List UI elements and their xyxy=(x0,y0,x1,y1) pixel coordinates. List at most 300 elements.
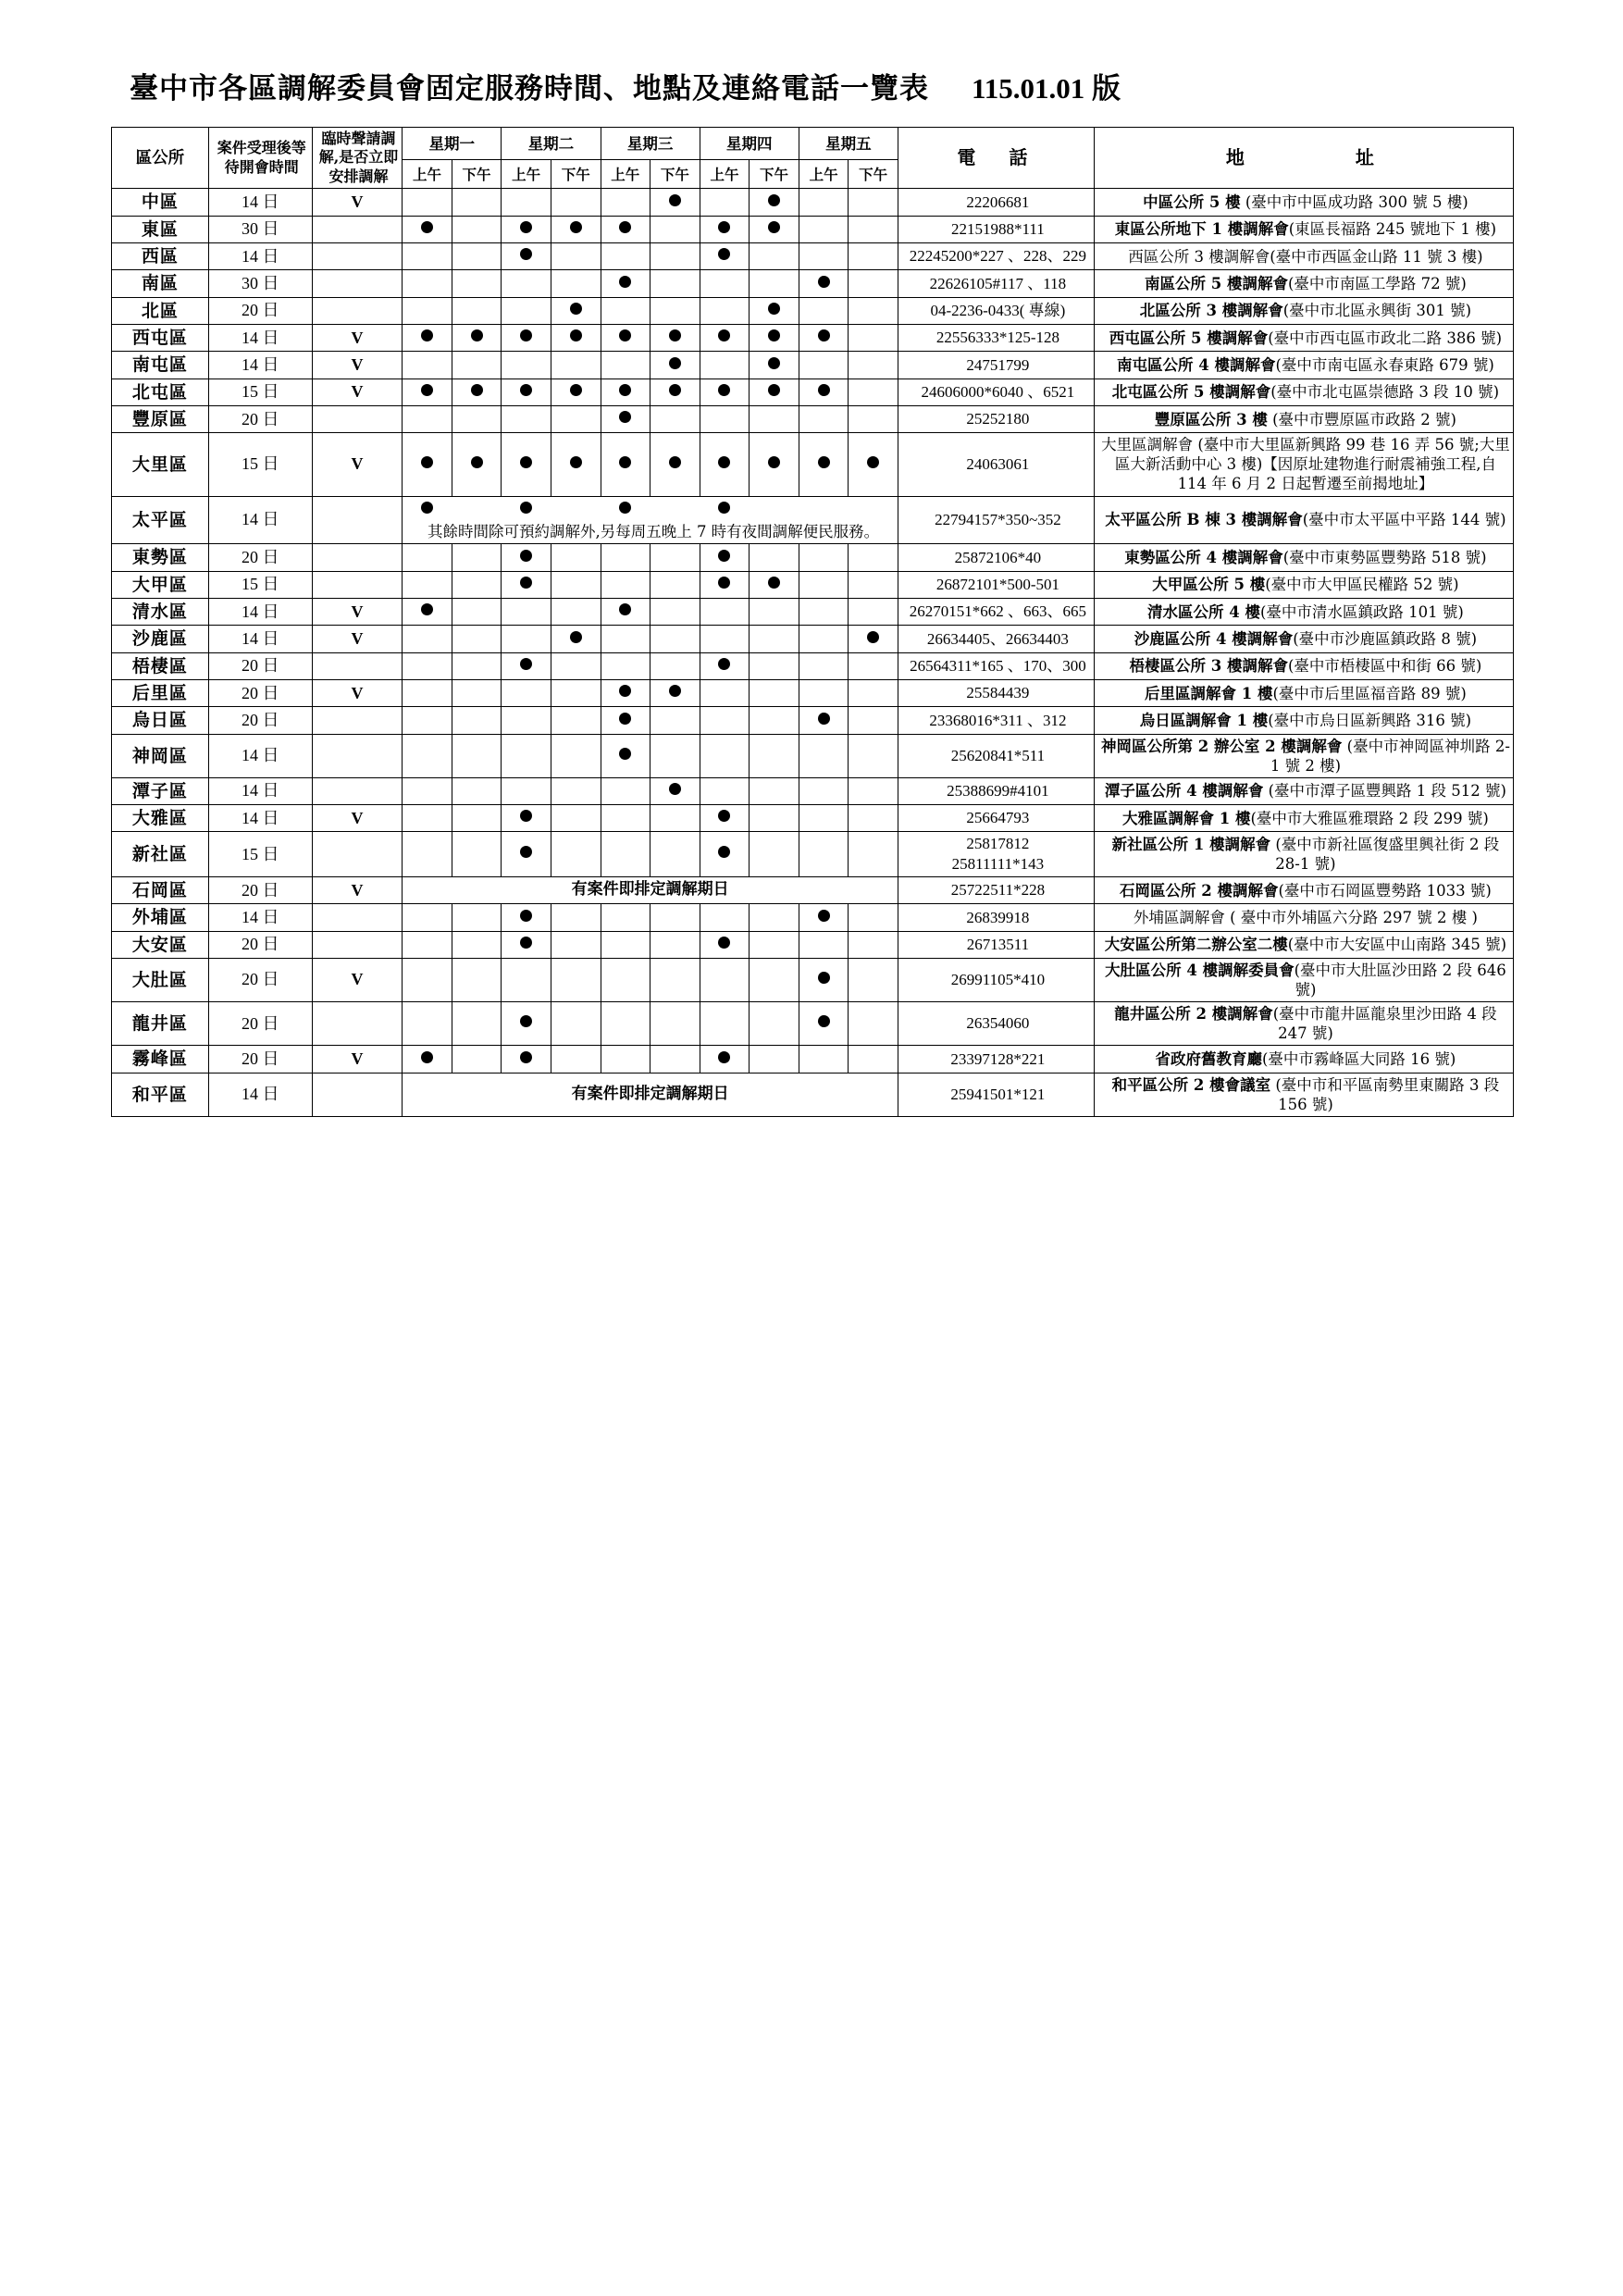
cell-district: 霧峰區 xyxy=(112,1046,209,1073)
cell-district: 大肚區 xyxy=(112,958,209,1001)
cell-slot xyxy=(650,805,700,832)
slot-dot-icon xyxy=(520,910,532,922)
slot-dot-icon xyxy=(718,221,730,233)
address-venue: 新社區公所 1 樓調解會 xyxy=(1111,836,1271,854)
slot-dot-icon xyxy=(619,276,631,288)
cell-slot xyxy=(403,832,452,877)
address-venue: 潭子區公所 4 樓調解會 xyxy=(1104,782,1264,800)
slot-dot-icon xyxy=(818,910,830,922)
cell-district: 沙鹿區 xyxy=(112,626,209,652)
table-row xyxy=(112,297,1514,324)
slot-dot-icon xyxy=(520,221,532,233)
cell-slot xyxy=(700,1046,750,1073)
table-row xyxy=(112,832,1514,877)
cell-address xyxy=(1094,243,1513,270)
slot-dot-icon xyxy=(520,456,532,468)
cell-slot xyxy=(403,1046,452,1073)
address-detail: (臺中市石岡區豐勢路 1033 號) xyxy=(1278,881,1492,900)
cell-slot xyxy=(502,734,551,777)
cell-district: 和平區 xyxy=(112,1073,209,1116)
table-row xyxy=(112,734,1514,777)
cell-slot xyxy=(551,433,601,496)
slot-dot-icon xyxy=(421,221,433,233)
title-row xyxy=(130,65,1512,106)
table-row xyxy=(112,1073,1514,1116)
slot-dot-icon xyxy=(718,658,730,670)
cell-slot xyxy=(601,679,650,706)
slot-dot-icon xyxy=(520,502,532,514)
address-venue: 神岡區公所第 2 辦公室 2 樓調解會 xyxy=(1100,737,1343,755)
cell-slot xyxy=(849,707,898,734)
cell-immediate: V xyxy=(312,805,402,832)
cell-slot xyxy=(403,497,452,521)
cell-slot xyxy=(551,243,601,270)
cell-district: 大雅區 xyxy=(112,805,209,832)
cell-district: 大安區 xyxy=(112,931,209,958)
cell-immediate xyxy=(312,243,402,270)
slot-dot-icon xyxy=(520,658,532,670)
cell-slot xyxy=(601,324,650,351)
cell-immediate: V xyxy=(312,958,402,1001)
cell-slot xyxy=(650,777,700,804)
slot-dot-icon xyxy=(718,248,730,260)
col-telephone: 電 話 xyxy=(898,128,1094,189)
cell-slot xyxy=(551,777,601,804)
slot-dot-icon xyxy=(520,846,532,858)
cell-slot xyxy=(403,734,452,777)
cell-wait-days: 20 日 xyxy=(208,707,312,734)
slot-dot-icon xyxy=(818,456,830,468)
cell-slot xyxy=(502,379,551,405)
cell-slot xyxy=(403,352,452,379)
cell-slot xyxy=(750,189,799,216)
cell-slot xyxy=(750,297,799,324)
cell-telephone: 22206681 xyxy=(898,189,1094,216)
slot-dot-icon xyxy=(619,713,631,725)
cell-slot xyxy=(650,243,700,270)
col-thu-pm: 下午 xyxy=(750,160,799,189)
slot-dot-icon xyxy=(669,783,681,795)
cell-immediate xyxy=(312,777,402,804)
mediation-schedule-table xyxy=(111,127,1514,1117)
cell-immediate xyxy=(312,496,402,544)
address-detail: (臺中市豐原區市政路 2 號) xyxy=(1267,410,1456,428)
address-detail: 西區公所 3 樓調解會(臺中市西區金山路 11 號 3 樓) xyxy=(1128,247,1483,266)
cell-telephone: 25388699#4101 xyxy=(898,777,1094,804)
cell-wait-days: 20 日 xyxy=(208,652,312,679)
table-row xyxy=(112,1046,1514,1073)
cell-slot xyxy=(403,1002,452,1046)
col-wed-pm: 下午 xyxy=(650,160,700,189)
cell-slot xyxy=(650,352,700,379)
cell-slot xyxy=(502,1046,551,1073)
cell-slot xyxy=(700,832,750,877)
cell-slot xyxy=(700,324,750,351)
cell-slot xyxy=(750,1002,799,1046)
table-row xyxy=(112,189,1514,216)
address-venue: 清水區公所 4 樓 xyxy=(1147,602,1260,621)
slot-dot-icon xyxy=(570,329,582,341)
cell-slot xyxy=(403,805,452,832)
cell-slot xyxy=(452,379,502,405)
cell-slot xyxy=(452,626,502,652)
col-district: 區公所 xyxy=(112,128,209,189)
slot-dot-icon xyxy=(570,631,582,643)
table-row xyxy=(112,1002,1514,1046)
cell-slot xyxy=(551,626,601,652)
slot-dot-icon xyxy=(669,456,681,468)
cell-slot xyxy=(502,189,551,216)
table-row xyxy=(112,571,1514,598)
cell-slot xyxy=(799,379,849,405)
cell-slot xyxy=(799,189,849,216)
cell-slot xyxy=(650,379,700,405)
slot-dot-icon xyxy=(768,303,780,315)
cell-slot xyxy=(700,433,750,496)
cell-slot xyxy=(750,1046,799,1073)
cell-slot xyxy=(452,571,502,598)
cell-wait-days: 20 日 xyxy=(208,544,312,571)
cell-slot xyxy=(601,379,650,405)
table-row xyxy=(112,707,1514,734)
cell-district: 中區 xyxy=(112,189,209,216)
cell-wait-days: 20 日 xyxy=(208,1002,312,1046)
cell-slot xyxy=(700,707,750,734)
address-detail: (臺中市太平區中平路 144 號) xyxy=(1302,511,1506,529)
cell-slot xyxy=(601,270,650,297)
cell-slot xyxy=(601,433,650,496)
address-venue: 西屯區公所 5 樓調解會 xyxy=(1109,329,1269,347)
cell-slot xyxy=(750,405,799,432)
cell-telephone: 26634405、26634403 xyxy=(898,626,1094,652)
cell-district: 東區 xyxy=(112,216,209,242)
col-mon-pm: 下午 xyxy=(452,160,502,189)
table-row xyxy=(112,216,1514,242)
cell-slot xyxy=(551,832,601,877)
cell-slot xyxy=(403,297,452,324)
cell-slot xyxy=(601,497,650,521)
cell-address xyxy=(1094,679,1513,706)
cell-slot xyxy=(601,805,650,832)
cell-slot xyxy=(452,243,502,270)
cell-telephone: 26564311*165 、170、300 xyxy=(898,652,1094,679)
cell-slot xyxy=(601,243,650,270)
cell-slot xyxy=(601,216,650,242)
address-detail: (臺中市北屯區崇德路 3 段 10 號) xyxy=(1270,383,1500,402)
cell-slot xyxy=(502,324,551,351)
cell-slot xyxy=(650,734,700,777)
col-thursday: 星期四 xyxy=(700,128,799,160)
cell-slot xyxy=(551,324,601,351)
cell-immediate xyxy=(312,544,402,571)
cell-slot xyxy=(750,777,799,804)
slot-dot-icon xyxy=(718,937,730,949)
address-detail: (臺中市大雅區雅環路 2 段 299 號) xyxy=(1250,809,1489,827)
address-detail: (臺中市北區永興街 301 號) xyxy=(1282,302,1472,320)
col-thu-am: 上午 xyxy=(700,160,750,189)
cell-slot xyxy=(601,931,650,958)
cell-slot xyxy=(799,931,849,958)
col-wed-am: 上午 xyxy=(601,160,650,189)
cell-slot xyxy=(551,189,601,216)
address-detail: (臺中市潭子區豐興路 1 段 512 號) xyxy=(1263,782,1506,800)
cell-slot xyxy=(849,931,898,958)
cell-slot xyxy=(403,433,452,496)
slot-dot-icon xyxy=(619,384,631,396)
cell-wait-days: 14 日 xyxy=(208,626,312,652)
cell-wait-days: 15 日 xyxy=(208,832,312,877)
cell-slot xyxy=(502,931,551,958)
cell-address xyxy=(1094,270,1513,297)
address-detail: (臺中市中區成功路 300 號 5 樓) xyxy=(1240,193,1468,211)
cell-slot xyxy=(502,832,551,877)
cell-slot xyxy=(849,904,898,931)
cell-wait-days: 20 日 xyxy=(208,876,312,903)
address-detail: (臺中市和平區南勢里東關路 3 段 156 號) xyxy=(1270,1075,1500,1113)
slot-dot-icon xyxy=(619,502,631,514)
address-detail: (臺中市霧峰區大同路 16 號) xyxy=(1261,1049,1456,1068)
cell-slot xyxy=(799,805,849,832)
cell-district: 北區 xyxy=(112,297,209,324)
cell-slot xyxy=(700,189,750,216)
cell-immediate xyxy=(312,1002,402,1046)
cell-schedule-slots-with-note xyxy=(403,496,898,544)
address-detail: (臺中市烏日區新興路 316 號) xyxy=(1268,711,1472,729)
slot-dot-icon xyxy=(520,937,532,949)
cell-slot xyxy=(849,832,898,877)
cell-address xyxy=(1094,734,1513,777)
cell-slot xyxy=(452,777,502,804)
cell-slot xyxy=(601,832,650,877)
cell-slot xyxy=(650,324,700,351)
address-venue: 大安區公所第二辦公室二樓 xyxy=(1104,936,1288,954)
cell-telephone: 24606000*6040 、6521 xyxy=(898,379,1094,405)
slot-dot-icon xyxy=(768,194,780,206)
slot-dot-icon xyxy=(768,221,780,233)
slot-dot-icon xyxy=(619,221,631,233)
slot-dot-icon xyxy=(520,248,532,260)
address-venue: 石岡區公所 2 樓調解會 xyxy=(1120,881,1279,900)
cell-address xyxy=(1094,904,1513,931)
address-detail: (臺中市大安區中山南路 345 號) xyxy=(1287,936,1507,954)
cell-slot xyxy=(749,497,798,521)
cell-slot xyxy=(849,189,898,216)
cell-slot xyxy=(502,270,551,297)
cell-address xyxy=(1094,352,1513,379)
cell-wait-days: 15 日 xyxy=(208,433,312,496)
cell-telephone: 25584439 xyxy=(898,679,1094,706)
cell-slot xyxy=(551,297,601,324)
cell-telephone: 25941501*121 xyxy=(898,1073,1094,1116)
address-detail: (臺中市沙鹿區鎮政路 8 號) xyxy=(1293,629,1478,648)
cell-slot xyxy=(650,544,700,571)
cell-immediate xyxy=(312,297,402,324)
address-detail: (臺中市南區工學路 72 號) xyxy=(1287,274,1467,292)
slot-dot-icon xyxy=(867,456,879,468)
cell-telephone: 22626105#117 、118 xyxy=(898,270,1094,297)
address-venue: 東勢區公所 4 樓調解會 xyxy=(1124,549,1283,566)
slot-dot-icon xyxy=(570,456,582,468)
cell-immediate xyxy=(312,1073,402,1116)
cell-wait-days: 30 日 xyxy=(208,270,312,297)
cell-slot xyxy=(849,1002,898,1046)
cell-slot xyxy=(799,243,849,270)
cell-slot xyxy=(700,497,749,521)
cell-slot xyxy=(849,652,898,679)
cell-slot xyxy=(403,958,452,1001)
cell-slot xyxy=(650,405,700,432)
cell-slot xyxy=(452,652,502,679)
cell-district: 后里區 xyxy=(112,679,209,706)
slot-dot-icon xyxy=(818,972,830,984)
slot-dot-icon xyxy=(421,329,433,341)
address-venue: 南區公所 5 樓調解會 xyxy=(1145,274,1288,292)
slot-dot-icon xyxy=(520,384,532,396)
cell-address xyxy=(1094,1073,1513,1116)
address-venue: 梧棲區公所 3 樓調解會 xyxy=(1129,657,1288,676)
address-detail: (臺中市神岡區神圳路 2-1 號 2 樓) xyxy=(1270,737,1510,775)
cell-slot xyxy=(700,405,750,432)
cell-district: 外埔區 xyxy=(112,904,209,931)
cell-telephone: 26839918 xyxy=(898,904,1094,931)
cell-slot xyxy=(700,1002,750,1046)
cell-slot xyxy=(502,626,551,652)
cell-slot xyxy=(551,571,601,598)
cell-district: 西屯區 xyxy=(112,324,209,351)
cell-district: 豐原區 xyxy=(112,405,209,432)
table-row xyxy=(112,496,1514,544)
cell-slot xyxy=(551,904,601,931)
cell-slot xyxy=(601,1046,650,1073)
cell-slot xyxy=(750,544,799,571)
cell-wait-days: 14 日 xyxy=(208,777,312,804)
cell-slot xyxy=(403,679,452,706)
slot-dot-icon xyxy=(718,550,730,562)
cell-telephone: 25722511*228 xyxy=(898,876,1094,903)
cell-slot xyxy=(502,433,551,496)
cell-wait-days: 20 日 xyxy=(208,958,312,1001)
cell-slot xyxy=(799,497,848,521)
cell-slot xyxy=(601,1002,650,1046)
slot-dot-icon xyxy=(570,303,582,315)
cell-slot xyxy=(403,216,452,242)
cell-slot xyxy=(799,707,849,734)
address-detail: (臺中市后里區福音路 89 號) xyxy=(1272,684,1467,702)
cell-slot xyxy=(799,571,849,598)
cell-immediate: V xyxy=(312,679,402,706)
cell-slot xyxy=(750,832,799,877)
cell-slot xyxy=(750,931,799,958)
cell-slot xyxy=(650,1002,700,1046)
address-venue: 烏日區調解會 1 樓 xyxy=(1139,711,1269,729)
cell-slot xyxy=(799,832,849,877)
cell-immediate xyxy=(312,707,402,734)
address-detail: 外埔區調解會 ( 臺中市外埔區六分路 297 號 2 樓 ) xyxy=(1133,908,1478,926)
cell-immediate xyxy=(312,270,402,297)
address-detail: (東區長福路 245 號地下 1 樓) xyxy=(1288,220,1497,239)
cell-slot xyxy=(551,352,601,379)
cell-slot xyxy=(601,544,650,571)
table-row xyxy=(112,626,1514,652)
cell-immediate xyxy=(312,571,402,598)
cell-slot xyxy=(551,599,601,626)
cell-slot xyxy=(650,652,700,679)
cell-telephone: 24063061 xyxy=(898,433,1094,496)
cell-immediate xyxy=(312,216,402,242)
table-row xyxy=(112,243,1514,270)
cell-slot xyxy=(849,433,898,496)
cell-slot xyxy=(452,958,502,1001)
cell-address xyxy=(1094,405,1513,432)
cell-slot xyxy=(799,958,849,1001)
col-friday: 星期五 xyxy=(799,128,898,160)
cell-slot xyxy=(551,405,601,432)
cell-district: 烏日區 xyxy=(112,707,209,734)
cell-district: 東勢區 xyxy=(112,544,209,571)
cell-slot xyxy=(650,189,700,216)
address-venue: 大甲區公所 5 樓 xyxy=(1152,576,1266,594)
slot-dot-icon xyxy=(718,456,730,468)
cell-slot xyxy=(551,1002,601,1046)
cell-slot xyxy=(403,599,452,626)
cell-slot xyxy=(849,734,898,777)
cell-wait-days: 14 日 xyxy=(208,805,312,832)
table-row xyxy=(112,876,1514,903)
cell-slot xyxy=(502,243,551,270)
cell-address xyxy=(1094,433,1513,496)
col-fri-pm: 下午 xyxy=(849,160,898,189)
cell-district: 大甲區 xyxy=(112,571,209,598)
cell-slot xyxy=(799,626,849,652)
cell-slot xyxy=(700,270,750,297)
cell-slot xyxy=(700,777,750,804)
cell-wait-days: 14 日 xyxy=(208,243,312,270)
slot-dot-icon xyxy=(768,357,780,369)
slot-dot-icon xyxy=(818,1015,830,1027)
cell-slot xyxy=(650,571,700,598)
cell-slot xyxy=(750,805,799,832)
slot-dot-icon xyxy=(421,1051,433,1063)
cell-wait-days: 14 日 xyxy=(208,189,312,216)
slot-dot-icon xyxy=(471,384,483,396)
cell-slot xyxy=(799,652,849,679)
table-body xyxy=(112,189,1514,1116)
slot-dot-icon xyxy=(619,456,631,468)
cell-wait-days: 15 日 xyxy=(208,379,312,405)
slot-dot-icon xyxy=(718,810,730,822)
cell-slot xyxy=(700,626,750,652)
cell-address xyxy=(1094,297,1513,324)
cell-slot xyxy=(849,571,898,598)
table-row xyxy=(112,805,1514,832)
cell-address xyxy=(1094,571,1513,598)
cell-slot xyxy=(502,1002,551,1046)
cell-slot xyxy=(650,270,700,297)
cell-district: 新社區 xyxy=(112,832,209,877)
cell-immediate: V xyxy=(312,876,402,903)
col-tue-am: 上午 xyxy=(502,160,551,189)
cell-slot xyxy=(650,626,700,652)
col-wednesday: 星期三 xyxy=(601,128,700,160)
cell-slot xyxy=(502,679,551,706)
cell-slot xyxy=(650,433,700,496)
cell-slot xyxy=(601,734,650,777)
cell-slot xyxy=(502,352,551,379)
cell-slot xyxy=(502,216,551,242)
address-detail: (臺中市大肚區沙田路 2 段 646 號) xyxy=(1294,961,1506,999)
cell-wait-days: 15 日 xyxy=(208,571,312,598)
cell-address xyxy=(1094,216,1513,242)
